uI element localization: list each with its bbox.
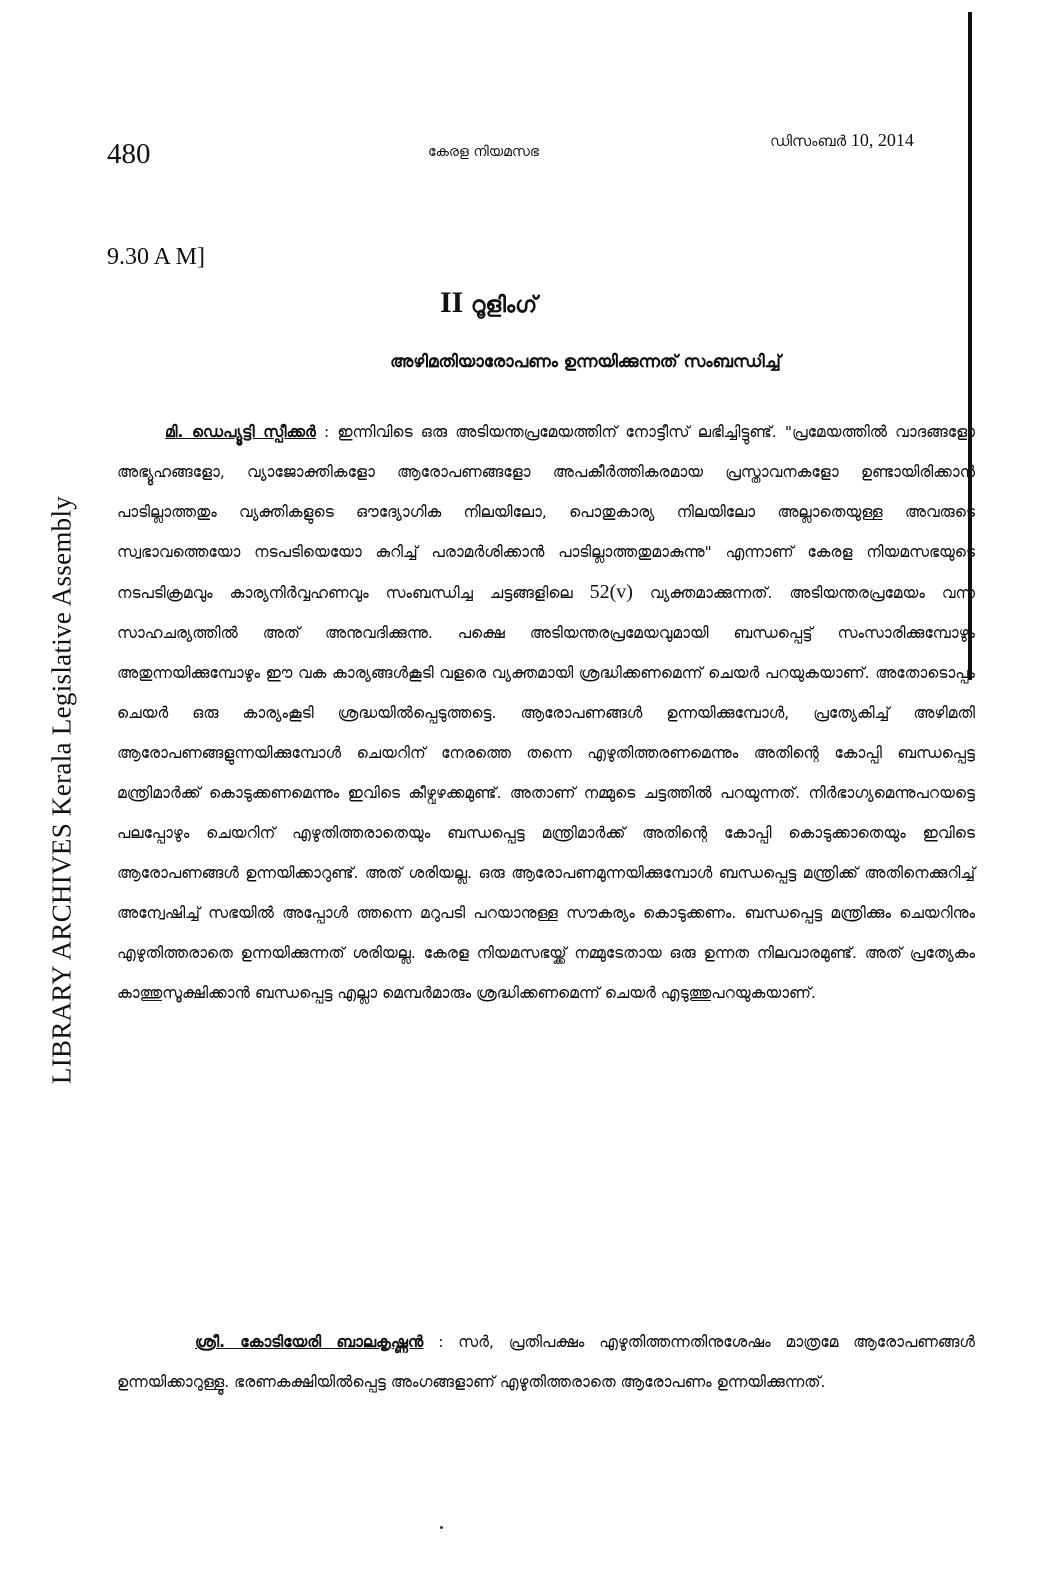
subheading: അഴിമതിയാരോപണം ഉന്നയിക്കുന്നത് സംബന്ധിച്ച് [390,352,781,372]
scan-speck [440,1526,443,1529]
paragraph-text: : സർ, പ്രതിപക്ഷം എഴുതിത്തന്നതിനുശേഷം മാത്രമേ ആരോപണങ്ങൾ ഉന്നയിക്കാറുള്ളൂ. ഭരണകക്ഷിയിൽപ്പെട്ട അംഗങ്ങളാണ് എഴുതിത്തരാതെ ആരോപണം ഉന്നയിക്കുന്നത്. [117,1333,975,1391]
timestamp: 9.30 A M] [107,244,206,270]
section-roman: II [440,286,464,319]
page-number: 480 [107,138,151,170]
speaker-name: മി. ഡെപ്യൂട്ടി സ്പീക്കർ [165,423,316,441]
speaker-name: ശ്രീ. കോടിയേരി ബാലകൃഷ്ണൻ [195,1333,424,1351]
running-title: കേരള നിയമസഭ [428,144,539,160]
rule-reference: 52(v) [589,581,633,603]
running-date [770,130,914,151]
paragraph-text: : ഇന്നിവിടെ ഒരു അടിയന്തപ്രമേയത്തിന് നോട്ടീസ് ലഭിച്ചിട്ടുണ്ട്. "പ്രമേയത്തിൽ വാദങ്ങളോ അഭ്യൂഹങ്ങളോ, വ്യാജോക്തികളോ ആരോപണങ്ങളോ അപകീർത്തികരമായ പ്രസ്താവനകളോ ഉണ്ടായിരിക്കാൻ പാടില്ലാത്തതും വ്യക്തികളുടെ ഔദ്യോഗിക നിലയിലോ, പൊതുകാര്യ നിലയിലോ അല്ലാതെയുള്ള അവരുടെ സ്വഭാവത്തെയോ നടപടിയെയോ കുറിച്ച് പരാമർശിക്കാൻ പാടില്ലാത്തതുമാകുന്നു" എന്നാണ് കേരള നിയമസഭയുടെ നടപടിക്രമവും കാര്യനിർവ്വഹണവും സംബന്ധിച്ച ചട്ടങ്ങളിലെ [117,423,975,602]
section-title-text: റൂളിംഗ് [470,293,538,318]
paragraph-text: വ്യക്തമാക്കുന്നത്. അടിയന്തരപ്രമേയം വന്ന സാഹചര്യത്തിൽ അത് അനുവദിക്കുന്നു. പക്ഷെ അടിയന്തരപ്രമേയവുമായി ബന്ധപ്പെട്ട് സംസാരിക്കുമ്പോഴും അതുന്നയിക്കുമ്പോഴും ഈ വക കാര്യങ്ങൾകൂടി വളരെ വ്യക്തമായി ശ്രദ്ധിക്കണമെന്ന് ചെയർ പറയുകയാണ്. അതോടൊപ്പം ചെയർ ഒരു കാര്യംകൂടി ശ്രദ്ധയിൽപ്പെടുത്തട്ടെ. ആരോപണങ്ങൾ ഉന്നയിക്കുമ്പോൾ, പ്രത്യേകിച്ച് അഴിമതി ആരോപണങ്ങളുന്നയിക്കുമ്പോൾ ചെയറിന് നേരത്തെ തന്നെ എഴുതിത്തരണമെന്നും അതിന്റെ കോപ്പി ബന്ധപ്പെട്ട മന്ത്രിമാർക്ക് കൊടുക്കണമെന്നും ഇവിടെ കീഴ്വഴക്കമുണ്ട്. അതാണ് നമ്മുടെ ചട്ടത്തിൽ പറയുന്നത്. നിർഭാഗ്യമെന്നുപറയട്ടെ പലപ്പോഴും ചെയറിന് എഴുതിത്തരാതെയും ബന്ധപ്പെട്ട മന്ത്രിമാർക്ക് അതിന്റെ കോപ്പി കൊടുക്കാതെയും ഇവിടെ ആരോപണങ്ങൾ ഉന്നയിക്കാറുണ്ട്. അത് ശരിയല്ല. ഒരു ആരോപണമുന്നയിക്കുമ്പോൾ ബന്ധപ്പെട്ട മന്ത്രിക്ക് അതിനെക്കുറിച്ച് അന്വേഷിച്ച് സഭയിൽ അപ്പോൾ ത്തന്നെ മറുപടി പറയാനുള്ള സൗകര്യം കൊടുക്കണം. ബന്ധപ്പെട്ട മന്ത്രിക്കും ചെയറിനും എഴുതിത്തരാതെ ഉന്നയിക്കുന്നത് ശരിയല്ല. കേരള നിയമസഭയ്ക്ക് നമ്മുടേതായ ഒരു ഉന്നത നിലവാരമുണ്ട്. അത് പ്രത്യേകം കാത്തുസൂക്ഷിക്കാൻ ബന്ധപ്പെട്ട എല്ലാ മെമ്പർമാരും ശ്രദ്ധിക്കണമെന്ന് ചെയർ എടുത്തുപറയുകയാണ്. [117,584,975,1002]
section-title [440,286,537,320]
archive-watermark: LIBRARY ARCHIVES Kerala Legislative Assembly [46,495,77,1085]
paragraph-deputy-speaker [117,412,975,1013]
date-numbers: 10, 2014 [850,130,914,150]
paragraph-kodiyeri [117,1322,975,1402]
date-month: ഡിസംബർ [770,132,851,150]
